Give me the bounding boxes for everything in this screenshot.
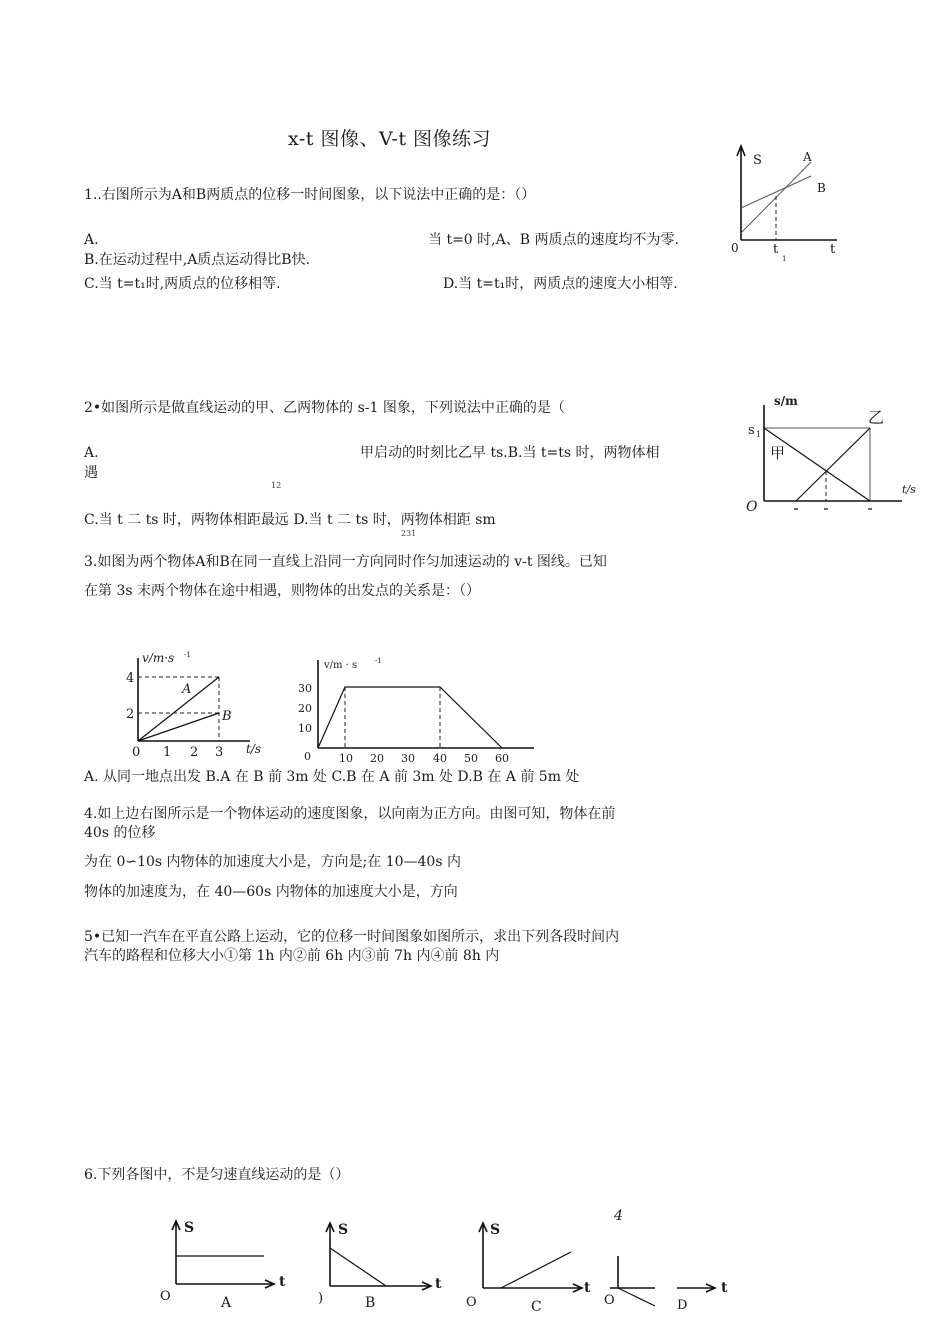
q3b-xtick-30: 30 [401,752,415,765]
q1-t1-mark: t [773,242,779,257]
q6b-origin: ) [318,1291,324,1306]
q2-x-label: t/s [902,483,916,496]
q3a-label-a: A [182,682,192,697]
q2-line-yi [796,428,870,501]
q2-label-jia: 甲 [770,444,786,462]
q3b-ytick-20: 20 [298,702,312,715]
q3a-line-b [138,713,219,741]
q6a-y-label: S [184,1220,195,1236]
q2-label-yi: 乙 [868,408,885,427]
q3b-velocity-line [318,687,502,748]
q3b-ytick-30: 30 [298,682,312,695]
q5-line-2: 汽车的路程和位移大小①第 1h 内②前 6h 内③前 7h 内④前 8h 内 [84,948,500,964]
q6-graph-d [600,1248,740,1318]
q3b-y-label: v/m · s [324,660,358,671]
q2-st-graph [742,393,922,518]
q4-line-4: 物体的加速度为，在 40—60s 内物体的加速度大小是，方向 [84,884,458,900]
q3a-x-label: t/s [246,742,262,756]
q3a-ytick-0: 0 [132,745,141,760]
q1-option-b: B.在运动过程中,A质点运动得比B快. [84,252,311,268]
q6b-label: B [365,1295,376,1311]
q1-label-b: B [817,181,826,195]
q3b-y-exp: -1 [375,657,382,665]
q3-line-2: 在第 3s 末两个物体在途中相遇，则物体的出发点的关系是：（） [84,583,480,599]
q6a-label: A [221,1295,232,1311]
q3a-line-a [138,677,219,741]
q3a-xtick-3: 3 [215,745,224,760]
q2-line-jia [764,428,870,501]
q3b-xtick-60: 60 [495,752,509,765]
q6-stray-mark: 4 [614,1208,623,1224]
q2-origin: O [746,499,758,515]
q2-option-a-cont: 遇 [84,465,98,481]
q6a-origin: O [160,1289,171,1304]
q3-vt-graph-ab [124,648,274,763]
q3b-xtick-40: 40 [433,752,447,765]
q2-s1-label: s [748,423,755,438]
q3b-ytick-0: 0 [304,750,311,763]
q5-line-1: 5•已知一汽车在平直公路上运动，它的位移一时间图象如图所示，求出下列各段时间内 [84,929,620,945]
q6c-x-label: t [584,1280,591,1296]
q1-t1-sub: 1 [782,255,787,263]
q1-x-label: t [830,242,836,257]
q2-y-label: s/m [774,394,798,408]
q6d-line [618,1288,655,1306]
q3-line-1: 3.如图为两个物体A和B在同一直线上沿同一方向同时作匀加速运动的 v-t 图线。已知 [84,554,607,570]
q1-origin: 0 [731,241,739,255]
q6-graph-c [463,1218,603,1318]
q1-stem: 1..右图所示为A和B两质点的位移一时间图象，以下说法中正确的是：（） [84,187,536,203]
q6c-y-label: S [490,1222,501,1238]
q4-line-2: 40s 的位移 [84,825,156,841]
q6a-x-label: t [279,1274,286,1290]
page-title: x-t 图像、V-t 图像练习 [288,128,492,150]
q1-option-c: C.当 t=t₁时,两质点的位移相等. [84,276,281,292]
q2-option-a-label: A. [84,445,99,461]
q3b-xtick-20: 20 [370,752,384,765]
q1-label-a: A [803,150,812,164]
q6b-line [330,1248,386,1286]
q6b-y-label: S [338,1222,349,1238]
q1-st-graph [725,140,845,265]
q4-line-3: 为在 0∽10s 内物体的加速度大小是，方向是;在 10—40s 内 [84,854,461,870]
q6d-label: D [677,1298,688,1313]
q6c-origin: O [466,1295,477,1310]
q1-option-d: D.当 t=t₁时，两质点的速度大小相等. [443,276,678,292]
q6d-x-label: t [721,1280,728,1296]
q6-graph-b [316,1218,451,1318]
q3a-xtick-1: 1 [163,745,172,760]
q3a-ytick-2: 2 [126,707,135,722]
q3a-xtick-2: 2 [190,745,199,760]
q3b-xtick-50: 50 [464,752,478,765]
q1-y-label: S [753,153,762,168]
q2-s1-sub: 1 [756,430,762,439]
q6d-origin: O [604,1293,615,1308]
q3-vt-graph-trapezoid [296,650,541,765]
q6-stem: 6.下列各图中，不是匀速直线运动的是（） [84,1167,350,1183]
q3a-label-b: B [222,709,232,724]
q6-graph-a [158,1216,298,1316]
q2-small-note-1: 12 [271,481,282,490]
q3a-y-label: v/m·s [142,651,175,665]
q3b-xtick-10: 10 [339,752,353,765]
q2-stem: 2•如图所示是做直线运动的甲、乙两物体的 s-1 图象，下列说法中正确的是（ [84,400,565,416]
q1-option-a-text: 当 t=0 时,A、B 两质点的速度均不为零. [428,232,679,248]
q2-options-cd: C.当 t 二 ts 时，两物体相距最远 D.当 t 二 ts 时，两物体相距 sm [84,512,496,528]
q3b-ytick-10: 10 [298,722,312,735]
q6c-label: C [531,1299,542,1315]
q2-small-note-2: 231 [401,529,417,538]
q6b-x-label: t [435,1276,442,1292]
q6c-line [501,1252,571,1288]
q3a-y-exp: -1 [184,651,191,659]
q3-options: A. 从同一地点出发 B.A 在 B 前 3m 处 C.B 在 A 前 3m 处 D.B 在 A 前 5m 处 [84,769,580,785]
q3a-ytick-4: 4 [126,671,135,686]
q2-option-a-text: 甲启动的时刻比乙早 ts.B.当 t=ts 时，两物体相 [360,445,660,461]
q1-option-a-label: A. [84,232,99,248]
q4-line-1: 4.如上边右图所示是一个物体运动的速度图象，以向南为正方向。由图可知，物体在前 [84,806,616,822]
